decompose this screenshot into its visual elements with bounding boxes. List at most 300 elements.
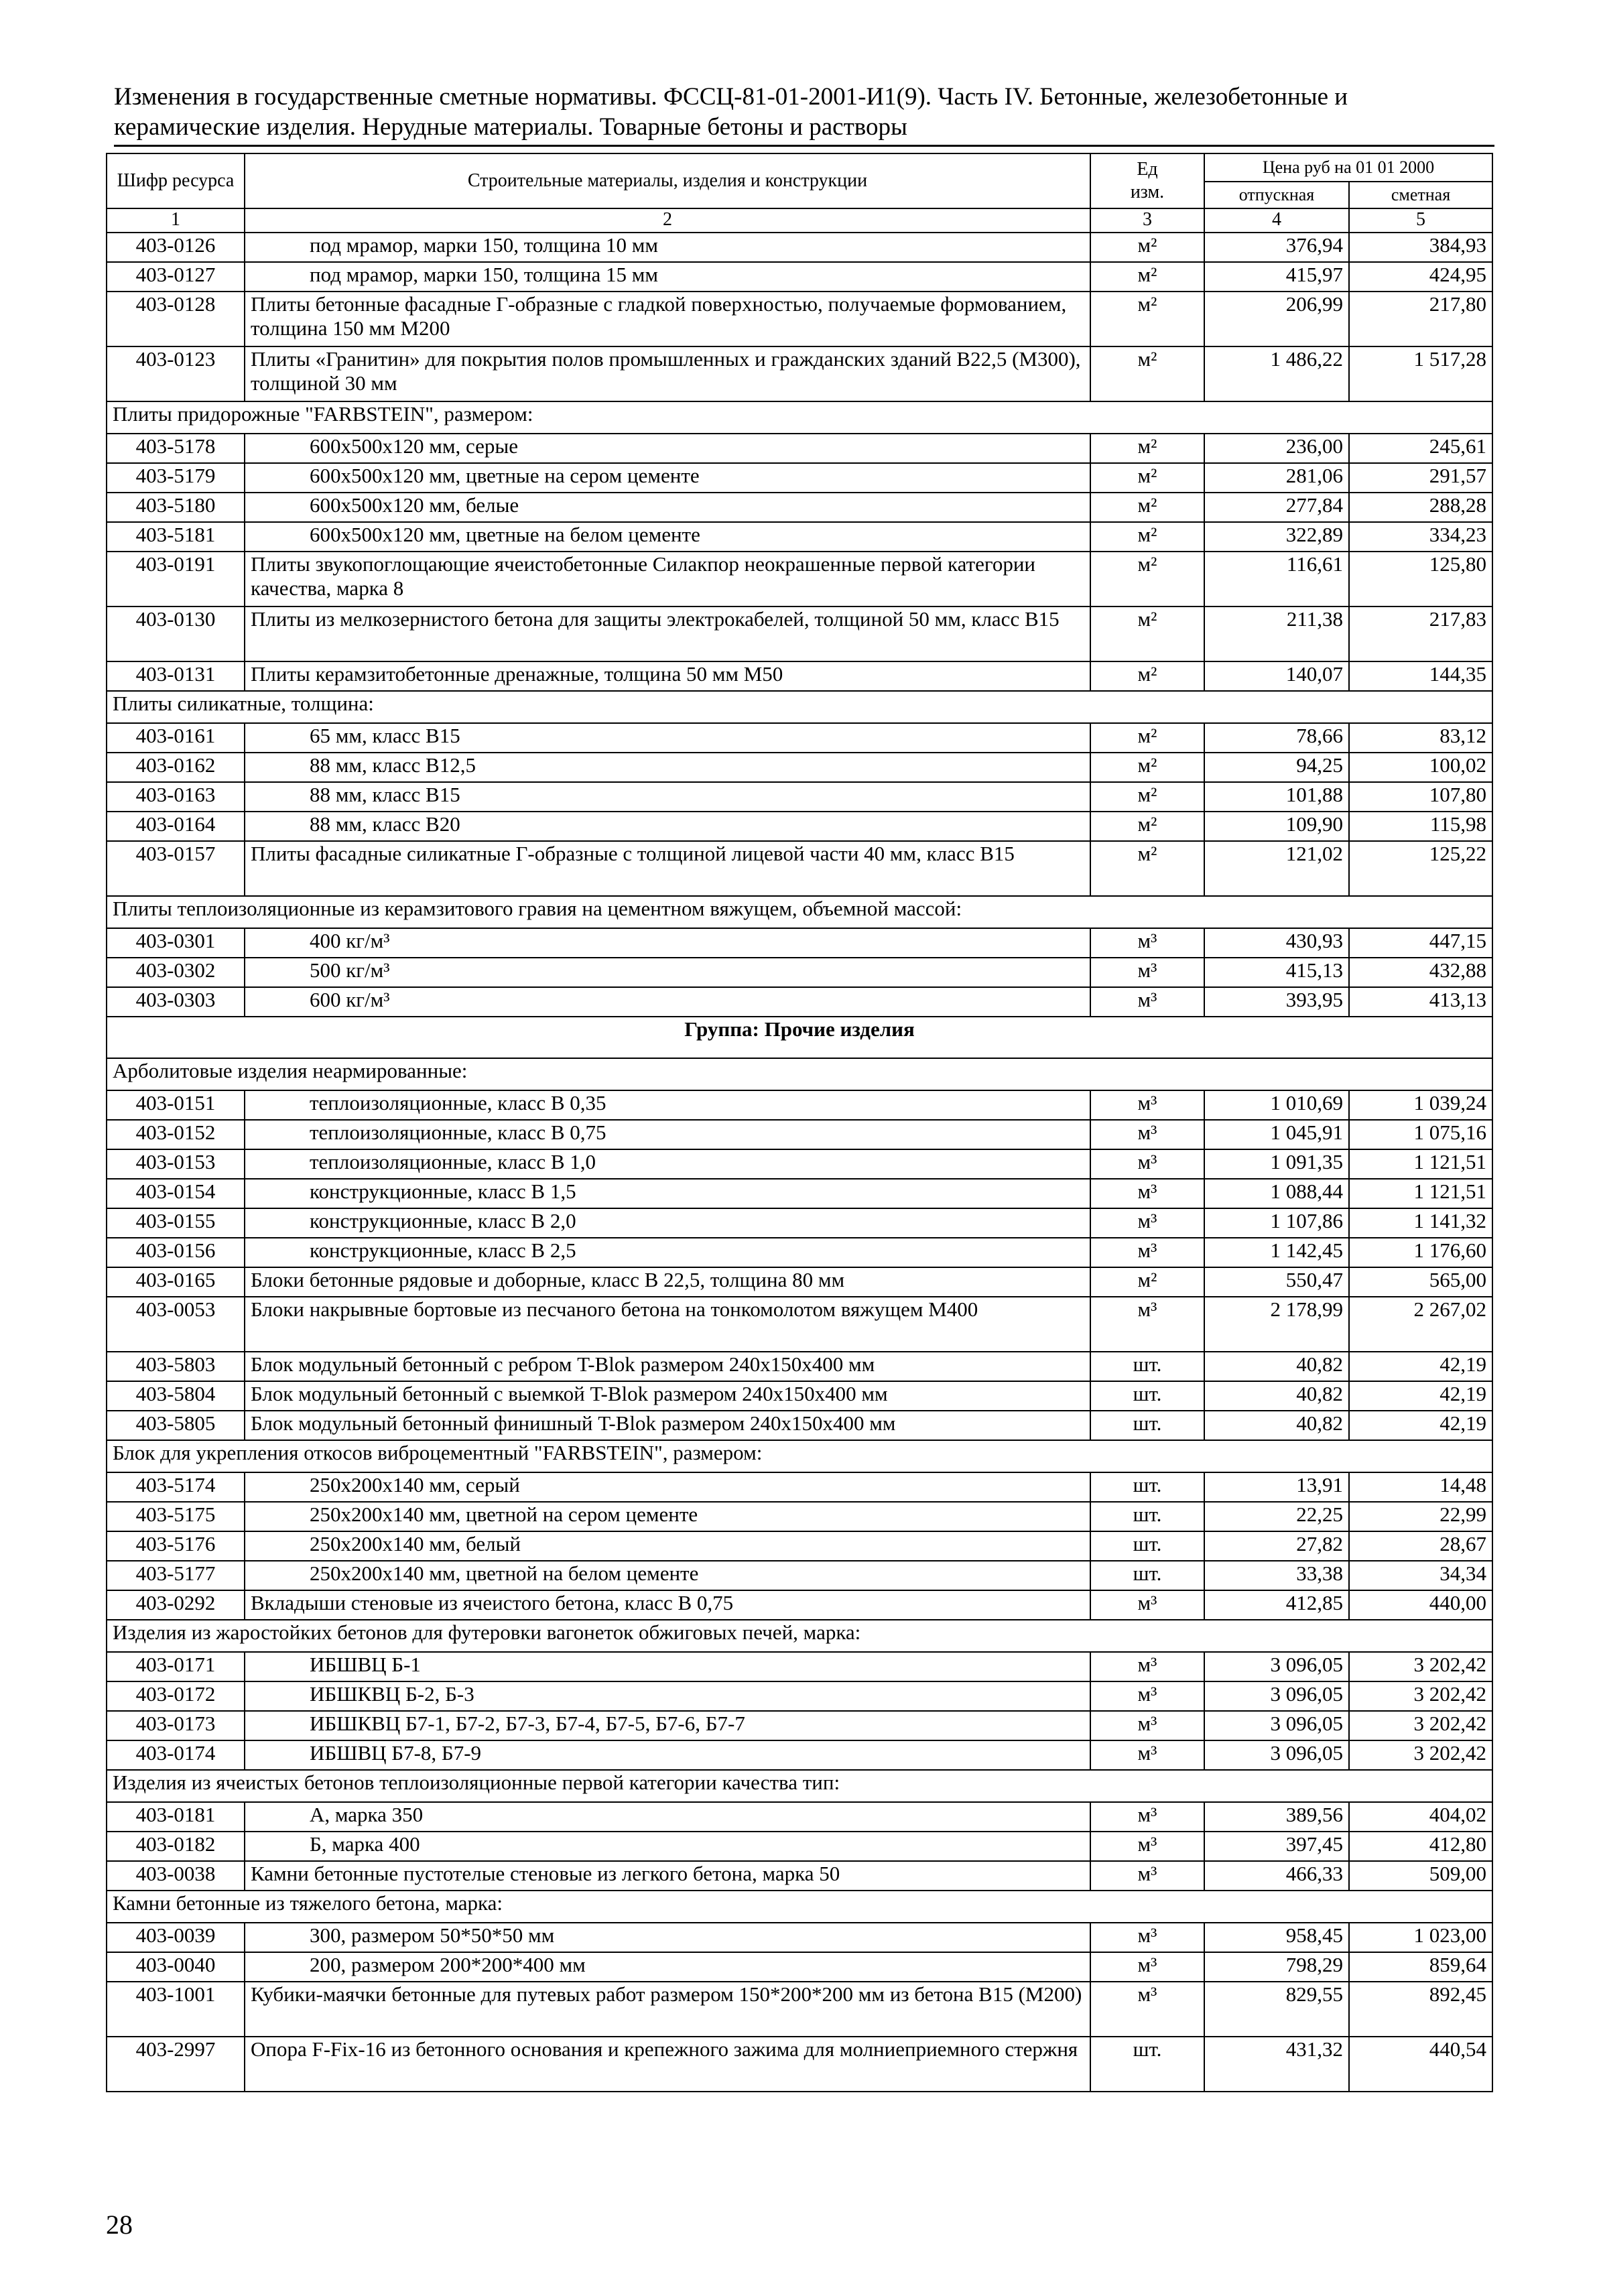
material-name-cell: теплоизоляционные, класс В 1,0: [245, 1149, 1090, 1179]
material-name-cell: конструкционные, класс В 2,5: [245, 1238, 1090, 1267]
resource-code-cell: 403-5174: [107, 1472, 245, 1502]
unit-cell: м²: [1090, 723, 1204, 753]
unit-cell: шт.: [1090, 1561, 1204, 1590]
price-table-body: [107, 153, 1492, 2092]
unit-cell: м³: [1090, 1208, 1204, 1238]
unit-cell: м³: [1090, 1711, 1204, 1740]
estimate-price-cell: 1 121,51: [1349, 1149, 1492, 1179]
unit-cell: м²: [1090, 552, 1204, 607]
unit-cell: м²: [1090, 812, 1204, 841]
resource-code-cell: 403-0128: [107, 292, 245, 346]
estimate-price-cell: 1 517,28: [1349, 346, 1492, 401]
estimate-price-cell: 34,34: [1349, 1561, 1492, 1590]
estimate-price-cell: 291,57: [1349, 463, 1492, 493]
material-name-cell: Камни бетонные пустотелые стеновые из легкого бетона, марка 50: [245, 1861, 1090, 1891]
subheading-row: [107, 691, 1492, 723]
unit-cell: шт.: [1090, 2037, 1204, 2092]
table-row: [107, 1267, 1492, 1297]
unit-cell: м³: [1090, 1090, 1204, 1120]
release-price-cell: 829,55: [1204, 1982, 1349, 2037]
material-name-cell: 200, размером 200*200*400 мм: [245, 1952, 1090, 1982]
release-price-cell: 798,29: [1204, 1952, 1349, 1982]
price-table: [106, 153, 1493, 2092]
unit-cell: шт.: [1090, 1531, 1204, 1561]
release-price-cell: 322,89: [1204, 522, 1349, 552]
release-price-cell: 3 096,05: [1204, 1740, 1349, 1770]
material-name-cell: Блок модульный бетонный с ребром T-Blok размером 240х150х400 мм: [245, 1352, 1090, 1381]
estimate-price-cell: 859,64: [1349, 1952, 1492, 1982]
subheading: Блок для укрепления откосов виброцементный "FARBSTEIN", размером:: [107, 1440, 1492, 1472]
release-price-cell: 40,82: [1204, 1352, 1349, 1381]
resource-code-cell: 403-5804: [107, 1381, 245, 1411]
material-name-cell: 500 кг/м³: [245, 958, 1090, 987]
table-row: [107, 2037, 1492, 2092]
unit-cell: м²: [1090, 607, 1204, 661]
table-row: [107, 233, 1492, 262]
unit-cell: м²: [1090, 522, 1204, 552]
resource-code-cell: 403-0123: [107, 346, 245, 401]
unit-cell: шт.: [1090, 1472, 1204, 1502]
table-row: [107, 1952, 1492, 1982]
table-row: [107, 1297, 1492, 1352]
material-name-cell: под мрамор, марки 150, толщина 15 мм: [245, 262, 1090, 292]
unit-cell: м²: [1090, 262, 1204, 292]
estimate-price-cell: 3 202,42: [1349, 1711, 1492, 1740]
material-name-cell: конструкционные, класс В 1,5: [245, 1179, 1090, 1208]
resource-code-cell: 403-5181: [107, 522, 245, 552]
estimate-price-cell: 28,67: [1349, 1531, 1492, 1561]
column-number-2: 2: [245, 208, 1090, 233]
subheading: Изделия из ячеистых бетонов теплоизоляционные первой категории качества тип:: [107, 1770, 1492, 1802]
material-name-cell: 88 мм, класс В20: [245, 812, 1090, 841]
material-name-cell: Плиты бетонные фасадные Г-образные с гладкой поверхностью, получаемые формованием, толщина 150 мм М200: [245, 292, 1090, 346]
table-row: [107, 607, 1492, 661]
unit-cell: м²: [1090, 782, 1204, 812]
resource-code-cell: 403-0039: [107, 1923, 245, 1952]
estimate-price-cell: 334,23: [1349, 522, 1492, 552]
column-number-5: 5: [1349, 208, 1492, 233]
release-price-cell: 3 096,05: [1204, 1681, 1349, 1711]
material-name-cell: Вкладыши стеновые из ячеистого бетона, класс В 0,75: [245, 1590, 1090, 1620]
material-name-cell: А, марка 350: [245, 1802, 1090, 1832]
material-name-cell: ИБШВЦ Б7-8, Б7-9: [245, 1740, 1090, 1770]
resource-code-cell: 403-0191: [107, 552, 245, 607]
release-price-cell: 94,25: [1204, 753, 1349, 782]
release-price-cell: 958,45: [1204, 1923, 1349, 1952]
material-name-cell: под мрамор, марки 150, толщина 10 мм: [245, 233, 1090, 262]
estimate-price-cell: 144,35: [1349, 661, 1492, 691]
unit-cell: м²: [1090, 292, 1204, 346]
table-row: [107, 723, 1492, 753]
estimate-price-cell: 509,00: [1349, 1861, 1492, 1891]
table-row: [107, 841, 1492, 896]
resource-code-cell: 403-5178: [107, 434, 245, 463]
release-price-cell: 3 096,05: [1204, 1711, 1349, 1740]
header-name: Строительные материалы, изделия и конструкции: [245, 153, 1090, 208]
resource-code-cell: 403-0040: [107, 1952, 245, 1982]
unit-cell: шт.: [1090, 1411, 1204, 1440]
table-row: [107, 753, 1492, 782]
material-name-cell: Блок модульный бетонный с выемкой T-Blok размером 240х150х400 мм: [245, 1381, 1090, 1411]
release-price-cell: 415,97: [1204, 262, 1349, 292]
material-name-cell: ИБШВЦ Б-1: [245, 1652, 1090, 1681]
unit-cell: м²: [1090, 1267, 1204, 1297]
resource-code-cell: 403-5179: [107, 463, 245, 493]
table-row: [107, 1352, 1492, 1381]
table-row: [107, 292, 1492, 346]
header-price: Цена руб на 01 01 2000: [1204, 153, 1492, 182]
resource-code-cell: 403-0161: [107, 723, 245, 753]
estimate-price-cell: 384,93: [1349, 233, 1492, 262]
release-price-cell: 109,90: [1204, 812, 1349, 841]
estimate-price-cell: 565,00: [1349, 1267, 1492, 1297]
material-name-cell: ИБШКВЦ Б-2, Б-3: [245, 1681, 1090, 1711]
subheading: Плиты теплоизоляционные из керамзитового гравия на цементном вяжущем, объемной массой:: [107, 896, 1492, 928]
resource-code-cell: 403-0153: [107, 1149, 245, 1179]
resource-code-cell: 403-0162: [107, 753, 245, 782]
estimate-price-cell: 447,15: [1349, 928, 1492, 958]
resource-code-cell: 403-0154: [107, 1179, 245, 1208]
release-price-cell: 2 178,99: [1204, 1297, 1349, 1352]
estimate-price-cell: 3 202,42: [1349, 1681, 1492, 1711]
release-price-cell: 412,85: [1204, 1590, 1349, 1620]
material-name-cell: теплоизоляционные, класс В 0,35: [245, 1090, 1090, 1120]
resource-code-cell: 403-0157: [107, 841, 245, 896]
estimate-price-cell: 22,99: [1349, 1502, 1492, 1531]
material-name-cell: 88 мм, класс В15: [245, 782, 1090, 812]
subheading: Плиты силикатные, толщина:: [107, 691, 1492, 723]
material-name-cell: Блоки накрывные бортовые из песчаного бетона на тонкомолотом вяжущем М400: [245, 1297, 1090, 1352]
release-price-cell: 415,13: [1204, 958, 1349, 987]
material-name-cell: 88 мм, класс В12,5: [245, 753, 1090, 782]
table-row: [107, 1179, 1492, 1208]
unit-cell: м²: [1090, 493, 1204, 522]
estimate-price-cell: 14,48: [1349, 1472, 1492, 1502]
resource-code-cell: 403-0127: [107, 262, 245, 292]
unit-cell: м³: [1090, 1179, 1204, 1208]
estimate-price-cell: 892,45: [1349, 1982, 1492, 2037]
release-price-cell: 101,88: [1204, 782, 1349, 812]
table-row: [107, 1120, 1492, 1149]
material-name-cell: Плиты керамзитобетонные дренажные, толщина 50 мм М50: [245, 661, 1090, 691]
resource-code-cell: 403-0152: [107, 1120, 245, 1149]
material-name-cell: Б, марка 400: [245, 1832, 1090, 1861]
release-price-cell: 1 142,45: [1204, 1238, 1349, 1267]
material-name-cell: 600 кг/м³: [245, 987, 1090, 1017]
release-price-cell: 116,61: [1204, 552, 1349, 607]
release-price-cell: 1 091,35: [1204, 1149, 1349, 1179]
estimate-price-cell: 1 121,51: [1349, 1179, 1492, 1208]
release-price-cell: 121,02: [1204, 841, 1349, 896]
resource-code-cell: 403-0172: [107, 1681, 245, 1711]
unit-cell: м³: [1090, 1590, 1204, 1620]
table-row: [107, 493, 1492, 522]
unit-cell: м³: [1090, 1802, 1204, 1832]
table-row: [107, 552, 1492, 607]
header-rule: [114, 145, 1494, 147]
estimate-price-cell: 217,80: [1349, 292, 1492, 346]
table-row: [107, 1381, 1492, 1411]
table-row: [107, 1531, 1492, 1561]
material-name-cell: Блоки бетонные рядовые и доборные, класс В 22,5, толщина 80 мм: [245, 1267, 1090, 1297]
release-price-cell: 13,91: [1204, 1472, 1349, 1502]
table-row: [107, 1238, 1492, 1267]
resource-code-cell: 403-0156: [107, 1238, 245, 1267]
unit-cell: м³: [1090, 1923, 1204, 1952]
resource-code-cell: 403-2997: [107, 2037, 245, 2092]
table-row: [107, 987, 1492, 1017]
estimate-price-cell: 440,54: [1349, 2037, 1492, 2092]
table-row: [107, 1923, 1492, 1952]
table-row: [107, 1652, 1492, 1681]
unit-cell: м³: [1090, 1740, 1204, 1770]
column-number-3: 3: [1090, 208, 1204, 233]
table-row: [107, 1982, 1492, 2037]
header-code: Шифр ресурса: [107, 153, 245, 208]
material-name-cell: 600х500х120 мм, серые: [245, 434, 1090, 463]
table-row: [107, 1832, 1492, 1861]
material-name-cell: 600х500х120 мм, белые: [245, 493, 1090, 522]
release-price-cell: 1 486,22: [1204, 346, 1349, 401]
resource-code-cell: 403-0303: [107, 987, 245, 1017]
estimate-price-cell: 432,88: [1349, 958, 1492, 987]
estimate-price-cell: 217,83: [1349, 607, 1492, 661]
unit-cell: м³: [1090, 1652, 1204, 1681]
column-number-1: 1: [107, 208, 245, 233]
estimate-price-cell: 3 202,42: [1349, 1740, 1492, 1770]
estimate-price-cell: 115,98: [1349, 812, 1492, 841]
header-line-2: керамические изделия. Нерудные материалы. Товарные бетоны и растворы: [114, 113, 907, 141]
unit-cell: м²: [1090, 346, 1204, 401]
unit-cell: м³: [1090, 1832, 1204, 1861]
group-heading-row: [107, 1017, 1492, 1058]
subheading-row: [107, 1891, 1492, 1923]
unit-cell: м³: [1090, 987, 1204, 1017]
table-row: [107, 1502, 1492, 1531]
resource-code-cell: 403-0038: [107, 1861, 245, 1891]
release-price-cell: 393,95: [1204, 987, 1349, 1017]
estimate-price-cell: 288,28: [1349, 493, 1492, 522]
release-price-cell: 1 088,44: [1204, 1179, 1349, 1208]
estimate-price-cell: 245,61: [1349, 434, 1492, 463]
unit-cell: м²: [1090, 841, 1204, 896]
subheading-row: [107, 1440, 1492, 1472]
release-price-cell: 40,82: [1204, 1411, 1349, 1440]
estimate-price-cell: 1 039,24: [1349, 1090, 1492, 1120]
material-name-cell: Плиты «Гранитин» для покрытия полов промышленных и гражданских зданий В22,5 (М300), толщиной 30 мм: [245, 346, 1090, 401]
release-price-cell: 466,33: [1204, 1861, 1349, 1891]
resource-code-cell: 403-0173: [107, 1711, 245, 1740]
table-row: [107, 463, 1492, 493]
release-price-cell: 206,99: [1204, 292, 1349, 346]
estimate-price-cell: 83,12: [1349, 723, 1492, 753]
material-name-cell: Плиты из мелкозернистого бетона для защиты электрокабелей, толщиной 50 мм, класс В15: [245, 607, 1090, 661]
header-unit-top: Ед: [1137, 159, 1158, 180]
estimate-price-cell: 125,22: [1349, 841, 1492, 896]
unit-cell: м²: [1090, 661, 1204, 691]
unit-cell: шт.: [1090, 1502, 1204, 1531]
subheading-row: [107, 896, 1492, 928]
material-name-cell: 600х500х120 мм, цветные на сером цементе: [245, 463, 1090, 493]
page-header: [114, 82, 1494, 142]
table-row: [107, 812, 1492, 841]
table-row: [107, 1561, 1492, 1590]
material-name-cell: Блок модульный бетонный финишный T-Blok размером 240х150х400 мм: [245, 1411, 1090, 1440]
header-line-1: Изменения в государственные сметные нормативы. ФССЦ-81-01-2001-И1(9). Часть IV. Бетонные, железобетонные и: [114, 83, 1348, 111]
estimate-price-cell: 42,19: [1349, 1352, 1492, 1381]
unit-cell: м²: [1090, 434, 1204, 463]
release-price-cell: 550,47: [1204, 1267, 1349, 1297]
group-heading: Группа: Прочие изделия: [107, 1017, 1492, 1058]
table-row: [107, 1711, 1492, 1740]
material-name-cell: ИБШКВЦ Б7-1, Б7-2, Б7-3, Б7-4, Б7-5, Б7-6, Б7-7: [245, 1711, 1090, 1740]
subheading: Камни бетонные из тяжелого бетона, марка:: [107, 1891, 1492, 1923]
resource-code-cell: 403-0151: [107, 1090, 245, 1120]
release-price-cell: 27,82: [1204, 1531, 1349, 1561]
material-name-cell: 250х200х140 мм, белый: [245, 1531, 1090, 1561]
subheading: Изделия из жаростойких бетонов для футеровки вагонеток обжиговых печей, марка:: [107, 1620, 1492, 1652]
estimate-price-cell: 1 176,60: [1349, 1238, 1492, 1267]
table-header-row: [107, 153, 1492, 182]
release-price-cell: 40,82: [1204, 1381, 1349, 1411]
release-price-cell: 277,84: [1204, 493, 1349, 522]
resource-code-cell: 403-0131: [107, 661, 245, 691]
unit-cell: м³: [1090, 1297, 1204, 1352]
release-price-cell: 1 045,91: [1204, 1120, 1349, 1149]
release-price-cell: 22,25: [1204, 1502, 1349, 1531]
column-number-row: [107, 208, 1492, 233]
page-number: 28: [106, 2210, 133, 2240]
resource-code-cell: 403-0302: [107, 958, 245, 987]
estimate-price-cell: 42,19: [1349, 1411, 1492, 1440]
estimate-price-cell: 404,02: [1349, 1802, 1492, 1832]
header-estimate: сметная: [1349, 182, 1492, 208]
table-row: [107, 1861, 1492, 1891]
table-row: [107, 1590, 1492, 1620]
table-row: [107, 1802, 1492, 1832]
table-row: [107, 262, 1492, 292]
estimate-price-cell: 2 267,02: [1349, 1297, 1492, 1352]
resource-code-cell: 403-0174: [107, 1740, 245, 1770]
material-name-cell: 600х500х120 мм, цветные на белом цементе: [245, 522, 1090, 552]
unit-cell: м²: [1090, 463, 1204, 493]
material-name-cell: конструкционные, класс В 2,0: [245, 1208, 1090, 1238]
unit-cell: м²: [1090, 753, 1204, 782]
resource-code-cell: 403-1001: [107, 1982, 245, 2037]
material-name-cell: 400 кг/м³: [245, 928, 1090, 958]
resource-code-cell: 403-5180: [107, 493, 245, 522]
subheading-row: [107, 1058, 1492, 1090]
resource-code-cell: 403-0164: [107, 812, 245, 841]
release-price-cell: 397,45: [1204, 1832, 1349, 1861]
table-row: [107, 434, 1492, 463]
resource-code-cell: 403-0155: [107, 1208, 245, 1238]
material-name-cell: 250х200х140 мм, цветной на сером цементе: [245, 1502, 1090, 1531]
subheading-row: [107, 1620, 1492, 1652]
material-name-cell: 250х200х140 мм, серый: [245, 1472, 1090, 1502]
estimate-price-cell: 100,02: [1349, 753, 1492, 782]
unit-cell: шт.: [1090, 1381, 1204, 1411]
unit-cell: м³: [1090, 958, 1204, 987]
estimate-price-cell: 1 023,00: [1349, 1923, 1492, 1952]
unit-cell: м³: [1090, 1952, 1204, 1982]
unit-cell: шт.: [1090, 1352, 1204, 1381]
header-release: отпускная: [1204, 182, 1349, 208]
header-unit: [1090, 153, 1204, 208]
table-row: [107, 1740, 1492, 1770]
unit-cell: м³: [1090, 1149, 1204, 1179]
material-name-cell: Плиты звукопоглощающие ячеистобетонные Силакпор неокрашенные первой категории качества, марка 8: [245, 552, 1090, 607]
estimate-price-cell: 107,80: [1349, 782, 1492, 812]
release-price-cell: 430,93: [1204, 928, 1349, 958]
table-row: [107, 346, 1492, 401]
material-name-cell: Кубики-маячки бетонные для путевых работ размером 150*200*200 мм из бетона В15 (М200): [245, 1982, 1090, 2037]
resource-code-cell: 403-0163: [107, 782, 245, 812]
table-row: [107, 928, 1492, 958]
resource-code-cell: 403-0292: [107, 1590, 245, 1620]
material-name-cell: Плиты фасадные силикатные Г-образные с толщиной лицевой части 40 мм, класс В15: [245, 841, 1090, 896]
release-price-cell: 1 107,86: [1204, 1208, 1349, 1238]
table-row: [107, 958, 1492, 987]
table-row: [107, 1090, 1492, 1120]
estimate-price-cell: 3 202,42: [1349, 1652, 1492, 1681]
release-price-cell: 431,32: [1204, 2037, 1349, 2092]
unit-cell: м³: [1090, 928, 1204, 958]
resource-code-cell: 403-5176: [107, 1531, 245, 1561]
unit-cell: м³: [1090, 1681, 1204, 1711]
material-name-cell: теплоизоляционные, класс В 0,75: [245, 1120, 1090, 1149]
resource-code-cell: 403-0301: [107, 928, 245, 958]
unit-cell: м³: [1090, 1238, 1204, 1267]
header-unit-bottom: изм.: [1130, 182, 1165, 202]
subheading-row: [107, 1770, 1492, 1802]
table-row: [107, 522, 1492, 552]
release-price-cell: 389,56: [1204, 1802, 1349, 1832]
table-row: [107, 1149, 1492, 1179]
estimate-price-cell: 125,80: [1349, 552, 1492, 607]
subheading: Плиты придорожные "FARBSTEIN", размером:: [107, 401, 1492, 434]
resource-code-cell: 403-5175: [107, 1502, 245, 1531]
release-price-cell: 236,00: [1204, 434, 1349, 463]
estimate-price-cell: 1 141,32: [1349, 1208, 1492, 1238]
table-row: [107, 782, 1492, 812]
estimate-price-cell: 424,95: [1349, 262, 1492, 292]
material-name-cell: 250х200х140 мм, цветной на белом цементе: [245, 1561, 1090, 1590]
material-name-cell: 300, размером 50*50*50 мм: [245, 1923, 1090, 1952]
table-row: [107, 1411, 1492, 1440]
release-price-cell: 376,94: [1204, 233, 1349, 262]
table-row: [107, 1472, 1492, 1502]
release-price-cell: 211,38: [1204, 607, 1349, 661]
resource-code-cell: 403-5805: [107, 1411, 245, 1440]
resource-code-cell: 403-0053: [107, 1297, 245, 1352]
release-price-cell: 281,06: [1204, 463, 1349, 493]
release-price-cell: 3 096,05: [1204, 1652, 1349, 1681]
release-price-cell: 78,66: [1204, 723, 1349, 753]
release-price-cell: 1 010,69: [1204, 1090, 1349, 1120]
unit-cell: м³: [1090, 1861, 1204, 1891]
resource-code-cell: 403-0182: [107, 1832, 245, 1861]
estimate-price-cell: 42,19: [1349, 1381, 1492, 1411]
resource-code-cell: 403-0126: [107, 233, 245, 262]
resource-code-cell: 403-5803: [107, 1352, 245, 1381]
unit-cell: м³: [1090, 1120, 1204, 1149]
column-number-4: 4: [1204, 208, 1349, 233]
estimate-price-cell: 440,00: [1349, 1590, 1492, 1620]
unit-cell: м³: [1090, 1982, 1204, 2037]
table-row: [107, 1208, 1492, 1238]
table-row: [107, 1681, 1492, 1711]
